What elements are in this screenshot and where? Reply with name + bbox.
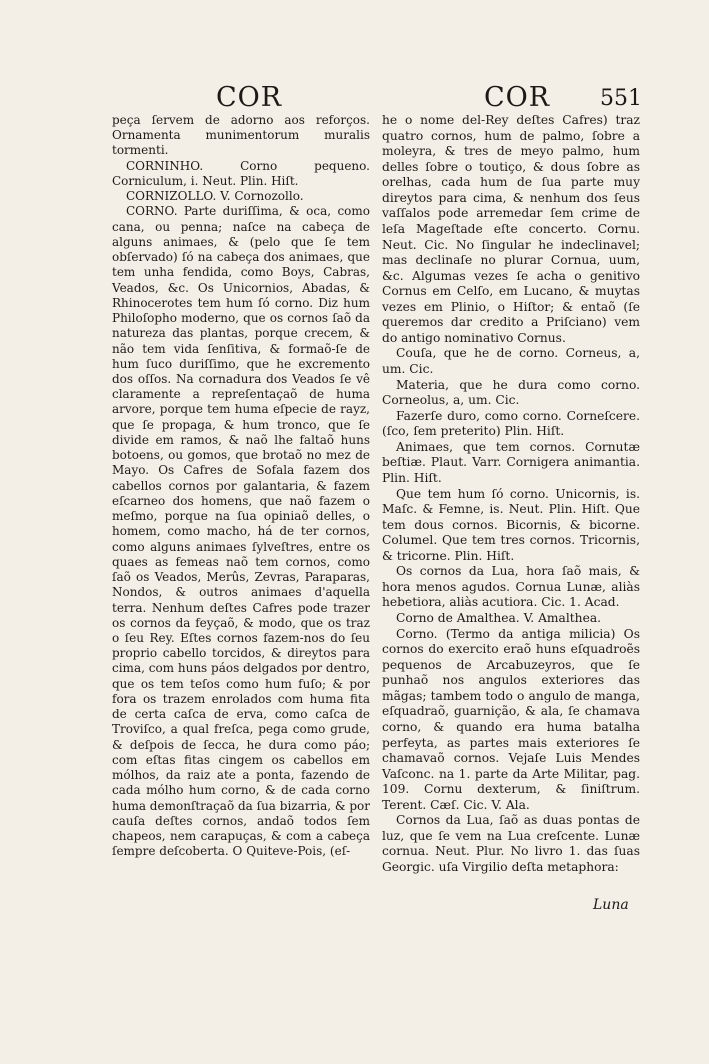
right-headword: COR <box>484 82 551 113</box>
paragraph: Cornos da Lua, ſaõ as duas pontas de luz, que ſe vem na Lua creſcente. Lunæ cornua. Neut. Plur. No livro 1. das ſuas Georgic. uſa Virgilio deſta metaphora: <box>382 813 640 874</box>
left-column <box>112 113 370 859</box>
paragraph: CORNIZOLLO. V. Cornozollo. <box>126 189 304 204</box>
page-number: 551 <box>600 86 642 111</box>
page-header <box>0 82 709 112</box>
paragraph: Corno de Amalthea. V. Amalthea. <box>396 611 602 625</box>
paragraph: Os cornos da Lua, hora ſaõ mais, & hora menos agudos. Cornua Lunæ, aliàs hebetiora, aliàs acutiora. Cic. 1. Acad. <box>382 564 640 610</box>
paragraph: CORNINHO. Corno pequeno. Corniculum, i. Neut. Plin. Hiſt. <box>112 158 370 188</box>
paragraph: he o nome del-Rey deſtes Cafres) traz quatro cornos, hum de palmo, ſobre a moleyra, & tres de meyo palmo, hum delles ſobre o toutiço, & dous ſobre as orelhas, cada hum de ſua parte muy direytos para cima, & nenhum dos ſeus vaſſalos pode arremedar ſem crime de leſa Mageſtade eſte concerto. Cornu. Neut. Cic. No ſingular he indeclinavel; mas declinaſe no plurar Cornua, uum, &c. Algumas vezes ſe acha o genitivo Cornus em Celſo, em Lucano, & muytas vezes em Plinio, o Hiſtor; & entaõ (ſe queremos dar credito a Priſciano) vem do antigo nominativo Cornus. <box>382 113 640 345</box>
paragraph: Couſa, que he de corno. Corneus, a, um. Cic. <box>382 346 640 376</box>
right-column <box>382 113 640 876</box>
paragraph: CORNO. Parte duriſſima, & oca, como cana, ou penna; naſce na cabeça de alguns animaes, & (pelo que ſe tem obſervado) ſó na cabeça dos animaes, que tem unha fendida, como Boys, Cabras, Veados, &c. Os Unicornios, Abadas, & Rhinocerotes tem hum ſó corno. Diz hum Philoſopho moderno, que os cornos ſaõ da natureza das plantas, porque crecem, & não tem vida ſenſitiva, & formaõ-ſe de hum ſuco duriſſimo, que he excremento dos oſſos. Na cornadura dos Veados ſe vê claramente a repreſentaçaõ de huma arvore, porque tem huma eſpecie de rayz, que ſe propaga, & hum tronco, que ſe divide em ramos, & naõ lhe faltaõ huns botoens, ou gomos, que brotaõ no mez de Mayo. Os Cafres de Sofala fazem dos cabellos cornos por galantaria, & fazem eſcarneo dos homens, que naõ fazem o meſmo, porque na ſua opiniaõ delles, o homem, como macho, há de ter cornos, como alguns animaes ſylveſtres, entre os quaes as femeas naõ tem cornos, como ſaõ os Veados, Merûs, Zevras, Paraparas, Nondos, & outros animaes d'aquella terra. Nenhum deſtes Cafres pode trazer os cornos da feyçaõ, & modo, que os traz o ſeu Rey. Eſtes cornos fazem-nos do ſeu proprio cabello torcidos, & direytos para cima, com huns páos delgados por dentro, que os tem teſos como hum fuſo; & por fora os trazem enrolados com huma fita de certa caſca de erva, como caſca de Troviſco, a qual freſca, pega como grude, & deſpois de ſecca, he dura como páo; com eſtas fitas cingem os cabellos em mólhos, da raiz ate a ponta, fazendo de cada mólho hum corno, & de cada corno huma demonſtraçaõ da ſua bizarria, & por cauſa deſtes cornos, andaõ todos ſem chapeos, nem carapuças, & com a cabeça ſempre deſcoberta. O Quiteve-Pois, (eſ- <box>112 204 371 859</box>
left-headword: COR <box>216 82 283 113</box>
paragraph: Animaes, que tem cornos. Cornutæ beſtiæ. Plaut. Varr. Cornigera animantia. Plin. Hiſt. <box>382 439 640 485</box>
catchword: Luna <box>593 897 629 913</box>
paragraph: Fazerſe duro, como corno. Corneſcere. (ſco, ſem preterito) Plin. Hiſt. <box>382 408 640 439</box>
paragraph: Corno. (Termo da antiga milicia) Os cornos do exercito eraõ huns eſquadroẽs pequenos de Arcabuzeyros, que ſe punhaõ nos angulos exteriores das mãgas; tambem todo o angulo de manga, eſquadraõ, guarnição, & ala, ſe chamava corno, & quando era huma batalha perfeyta, as partes mais exteriores ſe chamavaõ cornos. Vejaſe Luis Mendes Vaſconc. na 1. parte da Arte Militar, pag. 109. Cornu dexterum, & ſiniſtrum. Terent. Cæſ. Cic. V. Ala. <box>382 626 640 812</box>
paragraph: peça ſervem de adorno aos reforços. Ornamenta munimentorum muralis tormenti. <box>112 113 370 158</box>
paragraph: Materia, que he dura como corno. Corneolus, a, um. Cic. <box>382 377 640 408</box>
paragraph: Que tem hum ſó corno. Unicornis, is. Maſc. & Femne, is. Neut. Plin. Hiſt. Que tem dous cornos. Bicornis, & bicorne. Columel. Que tem tres cornos. Tricornis, & tricorne. Plin. Hiſt. <box>382 486 640 563</box>
